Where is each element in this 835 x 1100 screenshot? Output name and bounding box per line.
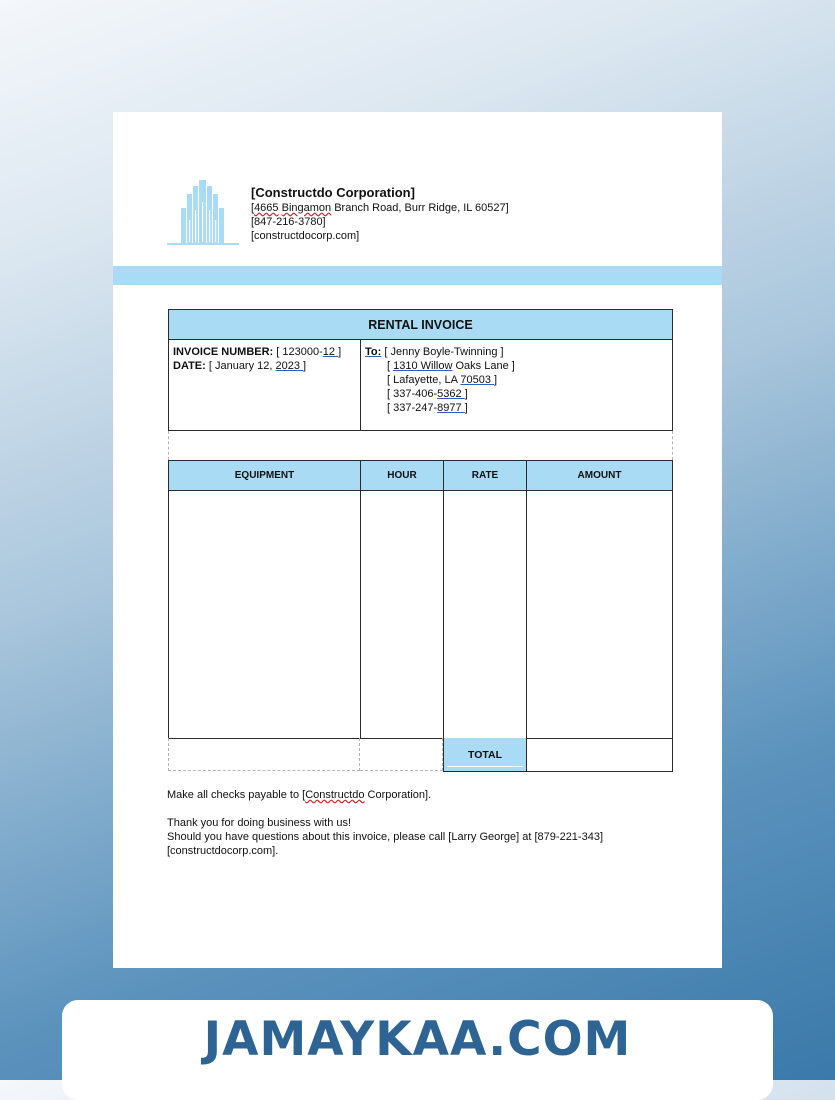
footer-notes bbox=[167, 788, 687, 858]
company-phone: [847-216-3780] bbox=[251, 216, 326, 228]
total-label: TOTAL bbox=[443, 738, 527, 772]
column-divider bbox=[360, 461, 361, 738]
watermark-banner bbox=[62, 1000, 773, 1100]
empty-cell bbox=[360, 738, 443, 771]
header-rate: RATE bbox=[471, 470, 499, 481]
company-website: [constructdocorp.com] bbox=[251, 230, 360, 242]
column-divider bbox=[526, 461, 527, 738]
invoice-page bbox=[113, 112, 722, 968]
invoice-title: RENTAL INVOICE bbox=[168, 309, 673, 340]
footer-website: [constructdocorp.com]. bbox=[167, 845, 279, 857]
company-info bbox=[251, 185, 509, 243]
invoice-meta bbox=[173, 345, 353, 373]
building-logo-icon bbox=[167, 180, 239, 246]
recipient-phone-1: [ 337-406-5362 ] bbox=[387, 388, 468, 400]
header-band bbox=[113, 266, 722, 285]
table-spacer bbox=[168, 431, 673, 460]
questions-note: Should you have questions about this invoice, please call [Larry George] at [879-221-343] bbox=[167, 831, 603, 843]
invoice-info-row bbox=[168, 339, 673, 431]
company-name: [Constructdo Corporation] bbox=[251, 185, 415, 200]
info-divider bbox=[360, 339, 361, 430]
watermark-text: JAMAYKAA.COM bbox=[203, 1012, 632, 1067]
recipient-city: [ Lafayette, LA 70503 ] bbox=[387, 374, 498, 386]
recipient-street: [ 1310 Willow Oaks Lane ] bbox=[387, 360, 515, 372]
items-table bbox=[168, 460, 673, 739]
invoice-date: DATE: [ January 12, 2023 ] bbox=[173, 360, 307, 372]
recipient-block bbox=[365, 345, 665, 415]
total-row bbox=[168, 738, 673, 772]
total-value bbox=[526, 738, 673, 772]
recipient-phone-2: [ 337-247-8977 ] bbox=[387, 402, 468, 414]
company-address: [4665 Bingamon Branch Road, Burr Ridge, IL 60527] bbox=[251, 202, 509, 214]
invoice-number: INVOICE NUMBER: [ 123000-12 ] bbox=[173, 346, 342, 358]
header-hour: HOUR bbox=[387, 470, 417, 481]
checks-note: Make all checks payable to [Constructdo Corporation]. bbox=[167, 789, 432, 801]
empty-cell bbox=[168, 738, 360, 771]
header-equipment: EQUIPMENT bbox=[234, 470, 295, 481]
header-amount: AMOUNT bbox=[577, 470, 622, 481]
recipient-name: To: [ Jenny Boyle-Twinning ] bbox=[365, 346, 504, 358]
column-divider bbox=[443, 461, 444, 738]
thanks-note: Thank you for doing business with us! bbox=[167, 817, 352, 829]
